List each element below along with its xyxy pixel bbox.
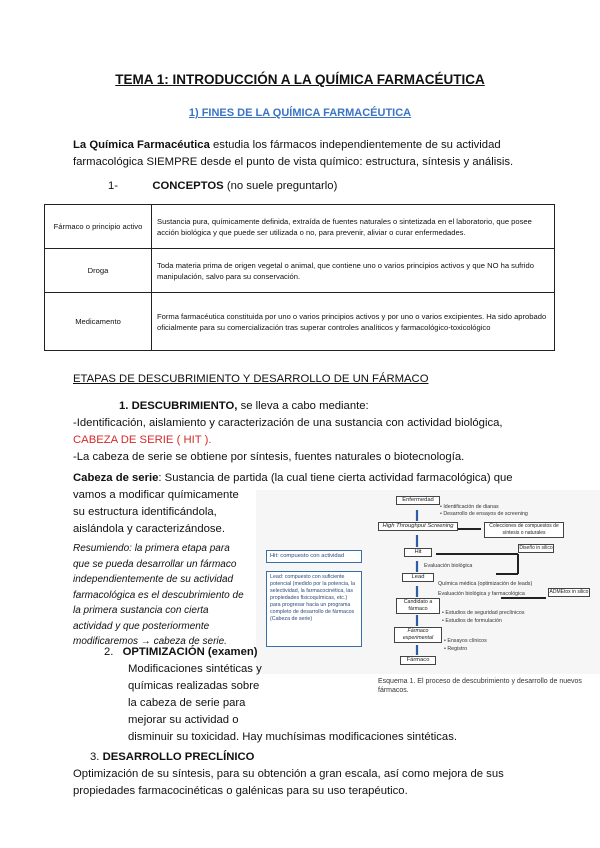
flow-hts: High Throughput Screening [378,522,458,531]
resumen-line: que se pueda desarrollar un fármaco [73,558,237,570]
s2-line: disminuir su toxicidad. Hay muchísimas modificaciones sintéticas. [128,731,457,743]
flow-hit: Hit [404,548,432,557]
flow-enfermedad: Enfermedad [396,496,440,505]
s1-line1: -Identificación, aislamiento y caracterización de una sustancia con actividad biológica, [73,417,503,429]
term-cell: Medicamento [45,293,152,351]
cabeza-l2: vamos a modificar químicamente [73,489,239,501]
table-row [45,293,555,351]
cabeza-bold: Cabeza de serie [73,472,159,484]
flow-note-registro: • Registro [444,646,468,652]
definition-cell: Forma farmacéutica constituida por uno o varios principios activos y por uno o varios excipientes. Ha sido aprobado oficialmente para su comercialización tras superar controles analíticos y farmacológico-toxicológico [152,293,555,351]
s2-line: Modificaciones sintéticas y [128,663,262,675]
s2-line: químicas realizadas sobre [128,680,260,692]
s3-label: DESARROLLO PRECLÍNICO [102,751,255,763]
s2-line: mejorar su actividad o [128,714,239,726]
cabeza-l4: aislándola y caracterizándose. [73,523,225,535]
cabeza-l3: su estructura identificándola, [73,506,217,518]
definition-cell: Toda materia prima de origen vegetal o animal, que contiene uno o varios principios activos y que NO ha sufrido manipulación, salvo para su conservación. [152,249,555,293]
intro-bold: La Química Farmacéutica [73,139,210,151]
flow-note-quimica: Química médica (optimización de leads) [438,581,533,587]
section-descubrimiento [73,398,593,466]
flow-admet: ADMEtox in silico [549,589,589,595]
hit-definition-box: Hit: compuesto con actividad [266,550,362,563]
flow-diseno: Diseño in silico [519,545,553,551]
flow-colecciones: Colecciones de compuestos de síntesis o naturales [484,522,564,538]
definitions-table [44,204,555,351]
s3-l1: Optimización de su síntesis, para su obtención a gran escala, así como mejora de sus [73,768,504,780]
intro-text-2: farmacológica SIEMPRE desde el punto de vista químico: estructura, síntesis y análisis. [73,156,514,168]
page-title: TEMA 1: INTRODUCCIÓN A LA QUÍMICA FARMACÉUTICA [115,72,485,87]
resumen-line: farmacológica es el descubrimiento de [73,589,244,601]
s3-num: 3. [90,751,100,763]
resumen-line: la primera sustancia con cierta [73,605,209,616]
section-subtitle: 1) FINES DE LA QUÍMICA FARMACÉUTICA [188,107,412,119]
s1-num: 1. [119,400,129,412]
flow-farmaco-experimental: Fármaco experimental [394,627,442,643]
figure-caption: Esquema 1. El proceso de descubrimiento y desarrollo de nuevos fármacos. [378,678,582,694]
s2-label: OPTIMIZACIÓN (examen) [122,646,258,658]
resumen-line: actividad y que posteriormente [73,620,210,632]
flow-candidato: Candidato a fármaco [396,598,440,614]
s3-paragraph [73,766,593,800]
s1-label: DESCUBRIMIENTO, [131,400,238,412]
section-optimizacion [104,644,594,746]
resumen-line: independientemente de su actividad [73,574,234,585]
s1-line3: -La cabeza de serie se obtiene por síntesis, fuentes naturales o biotecnología. [73,451,465,463]
resumen-line: modificaremos → cabeza de serie. [73,636,227,647]
conceptos-heading [108,178,337,195]
s2-num: 2. [104,646,114,658]
table-row [45,205,555,249]
s3-l2: propiedades farmacocinéticas o galénicas para su uso terapéutico. [73,785,408,797]
flow-note-seguridad: • Estudios de seguridad preclínicos [442,610,525,616]
flow-note-ensayos-clinicos: • Ensayos clínicos [444,638,487,644]
conceptos-num: 1- [108,180,119,192]
flow-note-evaluacion-bf: Evaluación biológica y farmacológica [438,591,525,597]
hit-highlight: CABEZA DE SERIE ( HIT ). [73,434,212,446]
s2-line: la cabeza de serie para [128,697,246,709]
cabeza-l1: : Sustancia de partida (la cual tiene cierta actividad farmacológica) que [158,472,513,484]
flow-farmaco: Fármaco [400,656,436,665]
lead-definition-box: Lead: compuesto con suficiente potencial (medido por la potencia, la selectividad, la farmacocinética, las propiedades fisicoquímicas, etc.) para progresar hacia un programa completo de desarrollo de fármacos (Cabeza de serie) [266,571,362,647]
flow-note-ensayos: • Desarrollo de ensayos de screening [440,511,528,517]
flow-lead: Lead [402,573,434,582]
intro-text-1: estudia los fármacos independientemente de su actividad [209,139,501,151]
intro-paragraph [73,137,573,171]
etapas-heading: ETAPAS DE DESCUBRIMIENTO Y DESARROLLO DE UN FÁRMACO [73,373,429,385]
s1-rest: se lleva a cabo mediante: [237,400,369,412]
s3-heading [90,749,254,766]
definition-cell: Sustancia pura, químicamente definida, extraída de fuentes naturales o sintetizada en el laboratorio, que posee acción biológica y que puede ser utilizada o no, para prevenir, aliviar o curar enfermedades. [152,205,555,249]
resumen-note [73,541,258,650]
term-cell: Fármaco o principio activo [45,205,152,249]
flow-note-formulacion: • Estudios de formulación [442,618,502,624]
table-row [45,249,555,293]
resumen-line: Resumiendo: la primera etapa para [73,543,230,554]
flow-note-identificacion: • Identificación de dianas [440,504,499,510]
term-cell: Droga [45,249,152,293]
conceptos-note: (no suele preguntarlo) [223,180,338,192]
flow-note-evaluacion: Evaluación biológica [424,563,473,569]
conceptos-label: CONCEPTOS [152,180,224,192]
